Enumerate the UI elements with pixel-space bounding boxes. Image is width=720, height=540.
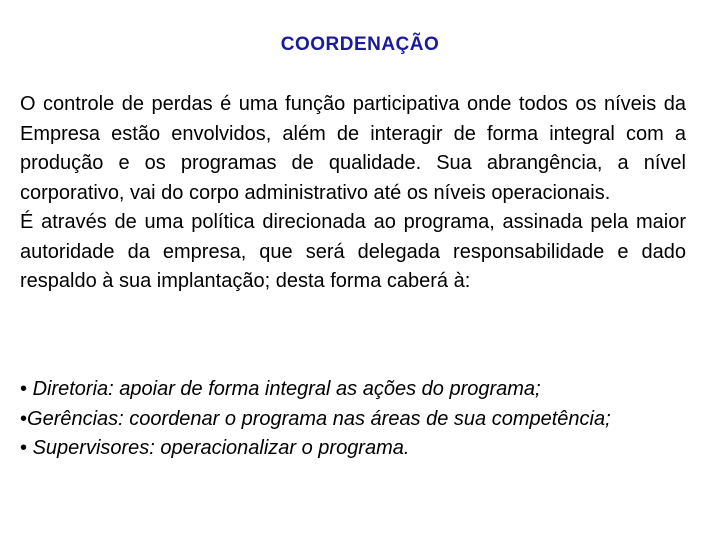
list-item <box>20 405 686 435</box>
bullet-marker: • <box>20 378 28 400</box>
bullet-marker: • <box>20 407 28 430</box>
paragraph-2: É através de uma política direcionada ao programa, assinada pela maior autoridade da empresa, que será delegada responsabilidade e dado respaldo à sua implantação; desta forma caberá à: <box>20 211 686 292</box>
bullet-list <box>20 375 686 464</box>
list-item <box>20 434 686 464</box>
bullet-marker: • <box>20 437 28 459</box>
bullet-text-gerencias: Gerências: coordenar o programa nas áreas de sua competência; <box>27 407 611 430</box>
bullet-text-diretoria: Diretoria: apoiar de forma integral as ações do programa; <box>32 378 541 400</box>
paragraph-1: O controle de perdas é uma função participativa onde todos os níveis da Empresa estão envolvidos, além de interagir de forma integral com a produção e os programas de qualidade. Sua abrangência, a nível corporativo, vai do corpo administrativo até os níveis operacionais. <box>20 93 686 204</box>
list-item <box>20 375 686 405</box>
page-title: COORDENAÇÃO <box>280 34 440 55</box>
body-text <box>20 90 686 297</box>
bullet-text-supervisores: Supervisores: operacionalizar o programa. <box>32 437 410 459</box>
